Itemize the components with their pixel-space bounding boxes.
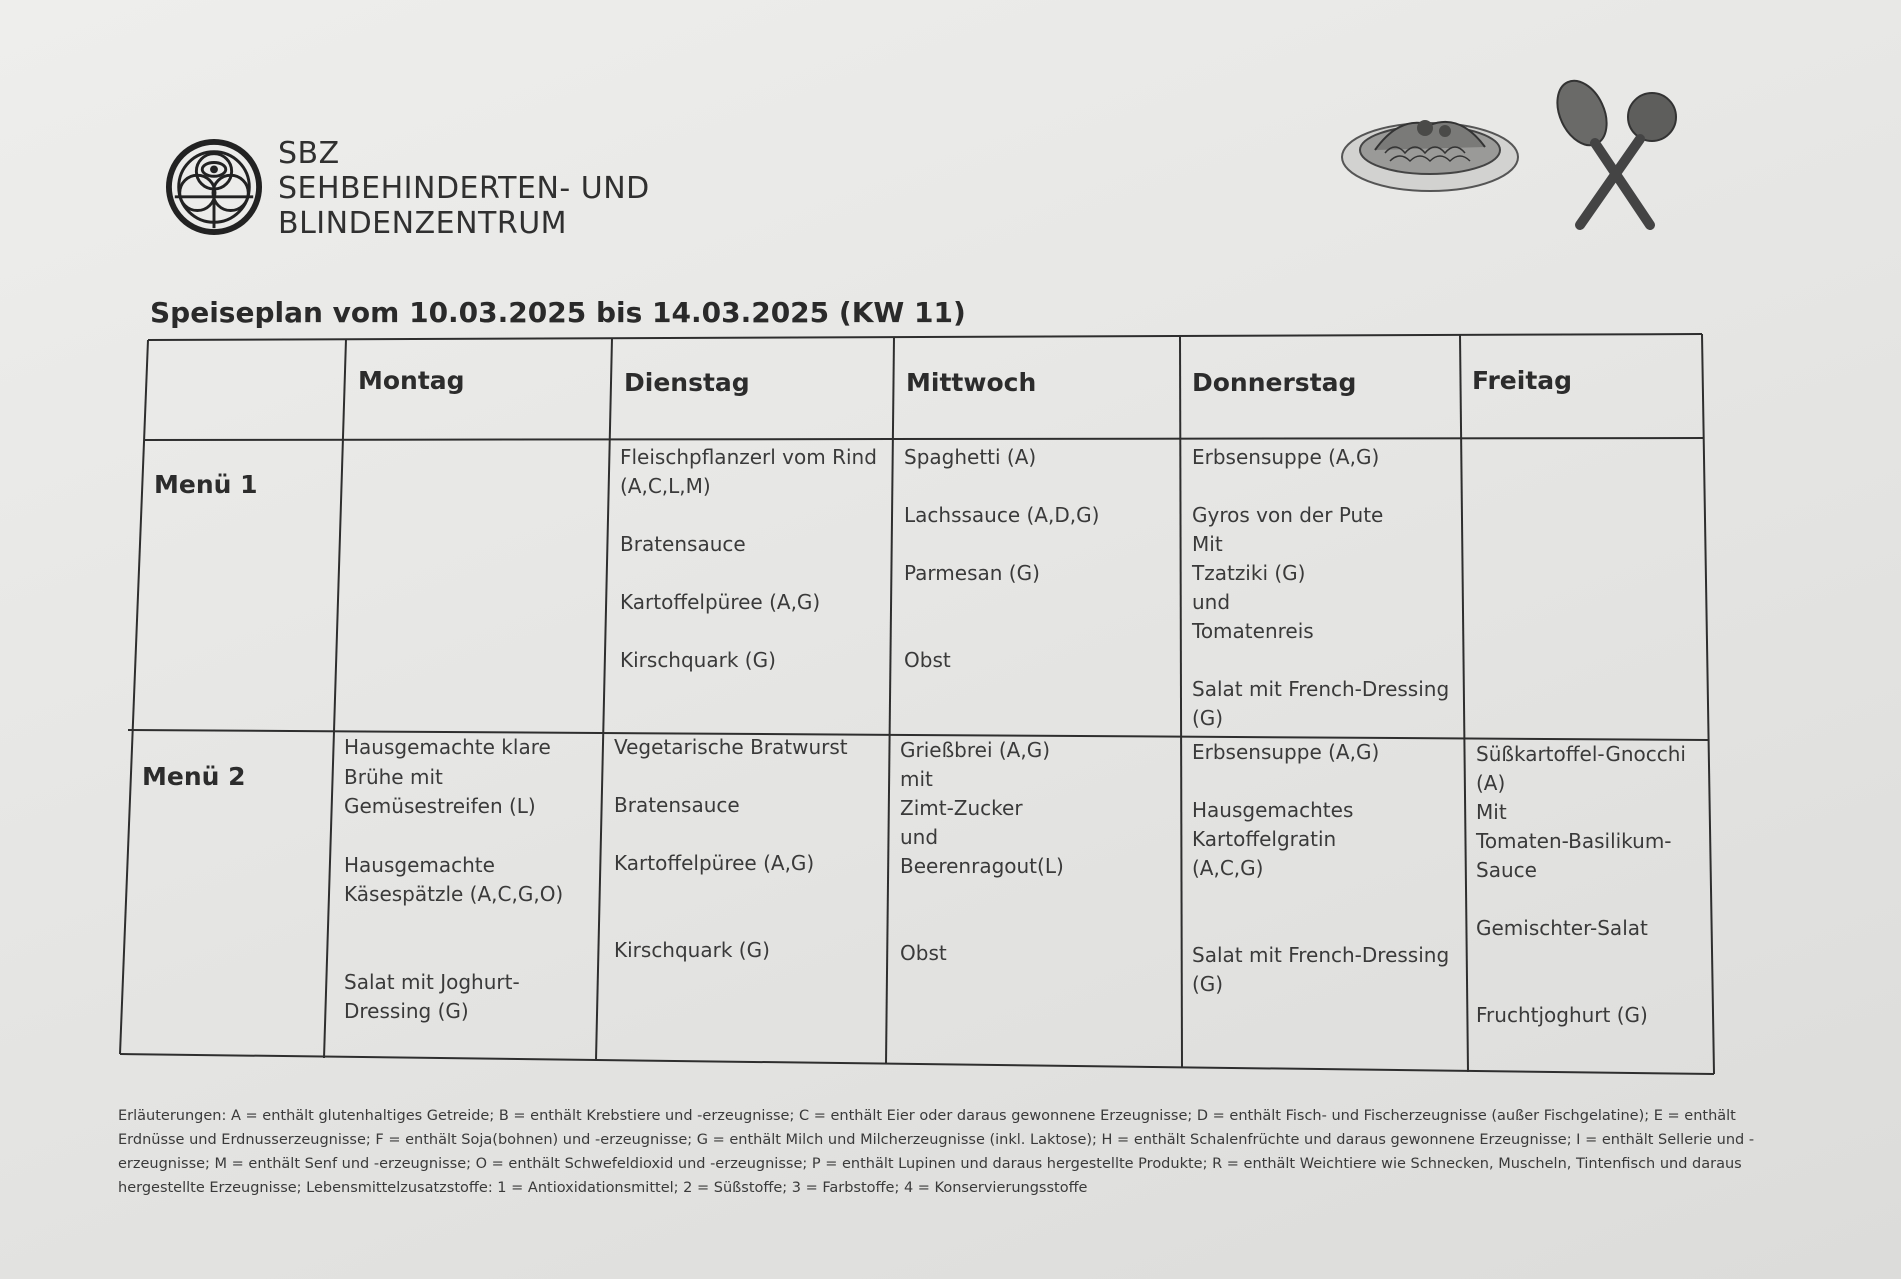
legend-line-3: erzeugnisse; M = enthält Senf und -erzeugnisse; O = enthält Schwefeldioxid und -erzeugnisse; P = enthält Lupinen und daraus hergestellte Produkte; R = enthält Weichtiere wie Schnecken, Muscheln, Tintenfisch und daraus [118,1156,1742,1172]
menu-line [614,878,848,907]
menu-line: Gyros von der Pute [1192,503,1384,527]
menu-line: Beerenragout(L) [900,854,1064,878]
cell-menu2-mittwoch [900,736,1064,968]
menu-line: Bratensauce [614,793,740,817]
menu-line [614,820,848,849]
menu-line [620,617,877,646]
menu-line: Obst [900,941,947,965]
menu-line: Kirschquark (G) [614,938,770,962]
header-mittwoch: Mittwoch [906,368,1037,397]
menu-line: Fruchtjoghurt (G) [1476,1003,1648,1027]
menu-line [904,530,1099,559]
menu-line: Zimt-Zucker [900,796,1023,820]
legend-line-1: Erläuterungen: A = enthält glutenhaltiges Getreide; B = enthält Krebstiere und -erzeugnisse; C = enthält Eier oder daraus gewonnene Erzeugnisse; D = enthält Fisch- und Fischerzeugnisse (außer Fischgelatine); E = enthält [118,1108,1736,1124]
menu-line: Dressing (G) [344,999,469,1023]
menu-line [344,939,563,968]
cell-menu1-donnerstag [1192,443,1449,733]
menu-line: Hausgemachte klare [344,735,551,759]
menu-line [1192,767,1449,796]
menu-line: Hausgemachte [344,852,495,877]
menu-line: Grießbrei (A,G) [900,738,1051,762]
menu-line: Tomaten-Basilikum- [1476,829,1672,853]
menu-line [1192,883,1449,912]
menu-line: Spaghetti (A) [904,445,1037,469]
legend-line-4: hergestellte Erzeugnisse; Lebensmittelzusatzstoffe: 1 = Antioxidationsmittel; 2 = Süßstoffe; 3 = Farbstoffe; 4 = Konservierungsstoffe [118,1180,1088,1196]
menu-line: Obst [904,648,951,672]
plan-title: Speiseplan vom 10.03.2025 bis 14.03.2025 (KW 11) [150,296,966,329]
menu-line: Salat mit French-Dressing [1192,943,1450,967]
menu-line: Kartoffelgratin [1192,827,1337,851]
menu-line [904,472,1099,501]
menu-line: Tomatenreis [1192,619,1314,643]
header-donnerstag: Donnerstag [1192,368,1357,397]
row-label-menu-1: Menü 1 [154,470,258,499]
menu-line [620,501,877,530]
cell-menu1-dienstag [620,443,877,675]
menu-line [1476,943,1686,972]
menu-line: Mit [1476,800,1507,824]
menu-line [1192,646,1449,675]
menu-line: Sauce [1476,858,1537,882]
legend-line-2: Erdnüsse und Erdnusserzeugnisse; F = enthält Soja(bohnen) und -erzeugnisse; G = enthält Milch und Milcherzeugnisse (inkl. Laktose); H = enthält Schalenfrüchte und daraus gewonnene Erzeugnisse; I = enthält Sellerie und - [118,1132,1755,1148]
menu-line: (A,C,L,M) [620,474,711,498]
menu-line: Süßkartoffel-Gnocchi [1476,742,1686,766]
menu-line: mit [900,767,933,791]
menu-line [900,881,1064,910]
menu-line: Brühe mit [344,764,443,789]
menu-line [900,910,1064,939]
menu-line: Erbsensuppe (A,G) [1192,445,1380,469]
menu-line: Bratensauce [620,532,746,556]
menu-line: (A) [1476,771,1506,795]
menu-line: Erbsensuppe (A,G) [1192,740,1380,764]
cell-menu2-freitag [1476,740,1686,1030]
menu-line [904,588,1099,617]
menu-line: Fleischpflanzerl vom Rind [620,445,877,469]
menu-line: Käsespätzle (A,C,G,O) [344,882,564,906]
org-line-2: SEHBEHINDERTEN- UND [278,171,650,206]
menu-line [904,617,1099,646]
menu-line [614,762,848,791]
menu-line: Salat mit Joghurt- [344,969,520,994]
menu-line [1192,472,1449,501]
row-label-menu-2: Menü 2 [142,762,246,791]
org-line-3: BLINDENZENTRUM [278,206,568,241]
cell-menu2-montag [344,733,563,1027]
menu-line: Tzatziki (G) [1192,561,1306,585]
menu-line: und [1192,590,1231,614]
menu-line [614,907,848,936]
menu-line [1476,885,1686,914]
header-montag: Montag [358,366,465,395]
menu-line: Kartoffelpüree (A,G) [620,590,821,614]
cell-menu2-dienstag [614,733,848,965]
org-line-1: SBZ [278,136,340,171]
cell-menu1-mittwoch [904,443,1099,675]
menu-line: Mit [1192,532,1223,556]
menu-line [1476,972,1686,1001]
menu-line: Gemischter-Salat [1476,916,1648,940]
cell-menu2-donnerstag [1192,738,1449,999]
menu-line: Parmesan (G) [904,561,1040,585]
menu-line: Kirschquark (G) [620,648,776,672]
menu-line: Gemüsestreifen (L) [344,794,536,818]
menu-line [620,559,877,588]
menu-line: (A,C,G) [1192,856,1264,880]
header-freitag: Freitag [1472,366,1573,395]
allergen-legend [118,1104,1755,1200]
menu-line: Salat mit French-Dressing [1192,677,1450,701]
menu-line [344,910,563,939]
menu-line [344,822,563,851]
header-dienstag: Dienstag [624,368,750,397]
menu-line: und [900,825,939,849]
menu-line: Vegetarische Bratwurst [614,735,848,759]
menu-line: Kartoffelpüree (A,G) [614,851,815,875]
menu-line: (G) [1192,706,1224,730]
menu-line: Hausgemachtes [1192,798,1354,822]
menu-line: Lachssauce (A,D,G) [904,503,1100,527]
menu-line: (G) [1192,972,1224,996]
menu-line [1192,912,1449,941]
